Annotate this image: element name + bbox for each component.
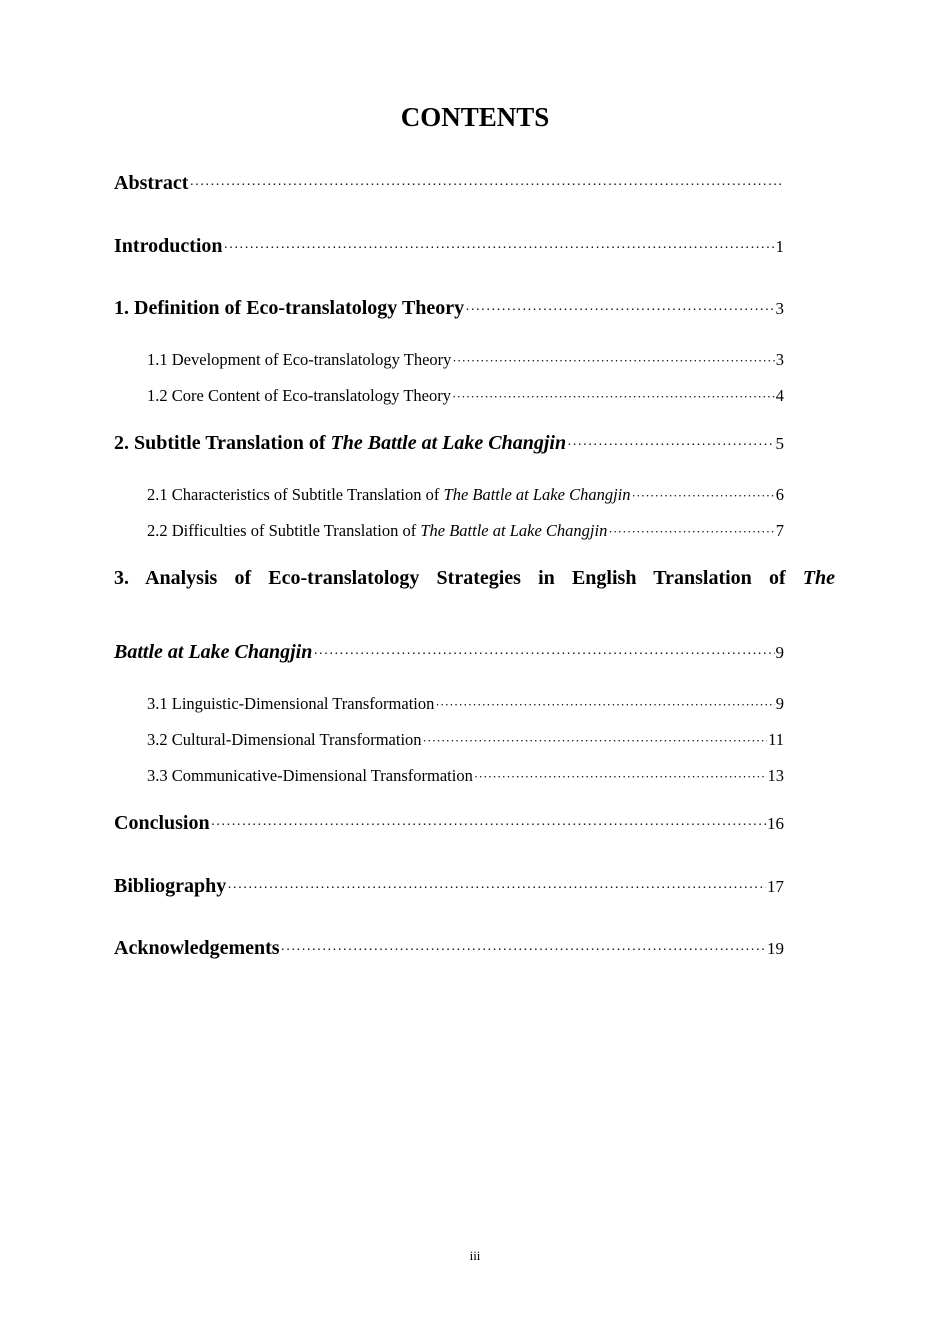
toc-page-number: 6: [775, 485, 784, 504]
toc-entry-abstract[interactable]: [114, 172, 784, 195]
toc-label: 3.1 Linguistic-Dimensional Transformation: [147, 694, 435, 713]
toc-entry-section-3-3[interactable]: [147, 766, 784, 786]
dot-leader: [632, 488, 775, 504]
toc-label: [114, 432, 566, 455]
film-title: The Battle at Lake Changjin: [420, 521, 608, 540]
toc-label: 3.3 Communicative-Dimensional Transformation: [147, 766, 473, 785]
dot-leader: [452, 353, 774, 369]
toc-page-number: 11: [768, 730, 784, 749]
toc-page-number: 5: [775, 434, 784, 453]
toc-entry-introduction[interactable]: [114, 235, 784, 258]
toc-page-number: 13: [767, 766, 784, 785]
toc-entry-chapter-1[interactable]: [114, 297, 784, 320]
toc-label: 1. Definition of Eco-translatology Theory: [114, 297, 465, 319]
toc-label: [147, 521, 607, 541]
toc-page-number: 1: [775, 237, 784, 256]
toc-page-number: 4: [775, 386, 784, 405]
dot-leader: [313, 647, 774, 663]
dot-leader: [465, 303, 774, 319]
toc-label-text: 2.1 Characteristics of Subtitle Translation of: [147, 485, 444, 504]
toc-word: of: [768, 567, 786, 589]
film-title: The Battle at Lake Changjin: [443, 485, 631, 504]
toc-entry-section-1-2[interactable]: [147, 386, 784, 406]
toc-page-number: 17: [767, 877, 784, 896]
dot-leader: [227, 881, 766, 897]
toc-page-number: 9: [775, 643, 784, 662]
toc-word: 3.: [114, 567, 129, 589]
toc-entry-section-3-1[interactable]: [147, 694, 784, 714]
toc-page-number: 16: [767, 814, 784, 833]
toc-page-number: 3: [775, 350, 784, 369]
toc-word: in: [538, 567, 555, 589]
toc-label-text: 2.2 Difficulties of Subtitle Translation of: [147, 521, 421, 540]
toc-word: Eco-translatology: [268, 567, 420, 589]
page-title: CONTENTS: [400, 102, 550, 132]
toc-entry-section-3-2[interactable]: [147, 730, 784, 750]
toc-page-number: 9: [775, 694, 784, 713]
dot-leader: [474, 769, 767, 785]
toc-word: Analysis: [145, 567, 218, 589]
toc-page-number: 7: [775, 521, 784, 540]
toc-entry-conclusion[interactable]: [114, 812, 784, 835]
toc-label: Bibliography: [114, 875, 227, 897]
film-title-end: Battle at Lake Changjin: [114, 641, 313, 663]
toc-page-number: 3: [775, 299, 784, 318]
dot-leader: [567, 438, 774, 454]
toc-label: 1.1 Development of Eco-translatology Theory: [147, 350, 452, 369]
toc-label: Abstract: [114, 172, 189, 194]
toc-entry-chapter-3-line2[interactable]: [114, 641, 784, 664]
toc-label: Conclusion: [114, 812, 210, 834]
toc-word: Strategies: [436, 567, 521, 589]
toc-label: Introduction: [114, 235, 223, 257]
dot-leader: [423, 733, 768, 749]
toc-entry-section-2-1[interactable]: [147, 485, 784, 505]
toc-word: Translation: [653, 567, 752, 589]
dot-leader: [452, 389, 775, 405]
film-title-start: The: [802, 567, 835, 589]
dot-leader: [435, 697, 774, 713]
toc-page-number: 19: [767, 939, 784, 958]
toc-entry-section-2-2[interactable]: [147, 521, 784, 541]
dot-leader: [189, 178, 783, 194]
footer-page-number: iii: [469, 1248, 481, 1263]
toc-label: 3.2 Cultural-Dimensional Transformation: [147, 730, 422, 749]
toc-label: Acknowledgements: [114, 937, 280, 959]
dot-leader: [281, 943, 766, 959]
toc-label: [147, 485, 631, 505]
dot-leader: [224, 241, 775, 257]
toc-entry-acknowledgements[interactable]: [114, 937, 784, 960]
toc-entry-bibliography[interactable]: [114, 875, 784, 898]
dot-leader: [608, 524, 774, 540]
toc-word: English: [571, 567, 637, 589]
toc-word: of: [234, 567, 252, 589]
dot-leader: [211, 818, 766, 834]
toc-entry-chapter-3-line1[interactable]: [114, 567, 835, 590]
toc-entry-section-1-1[interactable]: [147, 350, 784, 370]
film-title: The Battle at Lake Changjin: [330, 432, 567, 454]
toc-label: 1.2 Core Content of Eco-translatology Theory: [147, 386, 451, 405]
toc-label-text: 2. Subtitle Translation of: [114, 432, 331, 454]
toc-entry-chapter-2[interactable]: [114, 432, 784, 455]
